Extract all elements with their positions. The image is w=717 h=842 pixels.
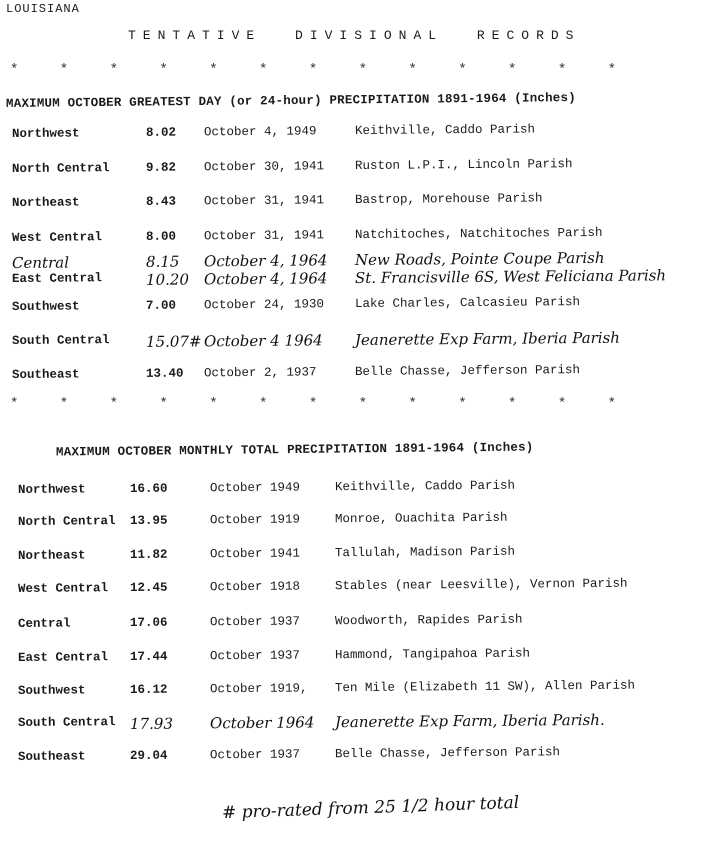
precip-value: 8.15	[145, 252, 180, 271]
section1-heading: MAXIMUM OCTOBER GREATEST DAY (or 24-hour) PRECIPITATION 1891-1964 (Inches)	[5, 91, 576, 111]
record-date: October 1937	[209, 648, 301, 664]
station-name: Woodworth, Rapides Parish	[334, 612, 523, 629]
record-date: October 24, 1930	[203, 297, 325, 313]
station-name: Keithville, Caddo Parish	[334, 478, 516, 495]
precip-value: 16.12	[129, 682, 168, 697]
handwritten-footnote: # pro-rated from 25 1/2 hour total	[221, 792, 520, 824]
station-name: New Roads, Pointe Coupe Parish	[354, 248, 605, 270]
title-word-2: DIVISIONAL	[295, 28, 444, 43]
division-name: Central	[17, 616, 71, 631]
record-date: October 4, 1964	[203, 269, 328, 289]
division-name: Northwest	[11, 126, 80, 142]
precip-value: 17.44	[129, 649, 168, 664]
record-date: October 1937	[209, 747, 301, 763]
table-row	[0, 477, 717, 503]
division-name: South Central	[11, 333, 110, 349]
table-row	[0, 509, 717, 535]
record-date: October 4, 1964	[203, 251, 328, 271]
precip-value: 10.20	[145, 270, 190, 289]
division-name: Central	[11, 253, 70, 273]
record-date: October 4 1964	[203, 331, 323, 351]
division-name: East Central	[17, 650, 109, 665]
precip-value: 9.82	[145, 160, 177, 175]
precip-value: 12.45	[129, 580, 168, 595]
section2-heading: MAXIMUM OCTOBER MONTHLY TOTAL PRECIPITATION 1891-1964 (Inches)	[55, 440, 534, 460]
title-word-3: RECORDS	[476, 28, 581, 43]
division-name: Northeast	[17, 548, 86, 563]
table-row	[0, 190, 717, 216]
precip-value: 13.95	[129, 513, 168, 528]
record-date: October 1964	[209, 713, 315, 733]
table-row	[0, 611, 717, 637]
table-row	[0, 645, 717, 671]
precip-value: 11.82	[129, 547, 168, 562]
record-date: October 1919	[209, 512, 301, 528]
table-row	[0, 710, 717, 736]
record-date: October 1918	[209, 579, 301, 595]
asterisk-divider-top: * * * * * * * * * * * * *	[10, 62, 617, 78]
station-name: Bastrop, Morehouse Parish	[354, 191, 543, 208]
division-name: Northeast	[11, 195, 80, 211]
division-name: Northwest	[17, 482, 86, 497]
table-row	[0, 576, 717, 602]
station-name: Lake Charles, Calcasieu Parish	[354, 295, 581, 312]
table-row	[0, 294, 717, 320]
station-name: Monroe, Ouachita Parish	[334, 510, 508, 527]
state-name: LOUISIANA	[6, 2, 80, 16]
precip-value: 8.00	[145, 229, 177, 244]
division-name: Southwest	[17, 683, 86, 698]
division-name: Southeast	[17, 749, 86, 764]
precip-value: 7.00	[145, 298, 177, 313]
document-title	[128, 28, 580, 43]
record-date: October 1919,	[209, 681, 308, 697]
record-date: October 1949	[209, 480, 301, 496]
division-name: West Central	[17, 581, 109, 596]
division-name: East Central	[11, 271, 103, 287]
table-row	[0, 328, 717, 354]
precip-value: 29.04	[129, 748, 168, 763]
table-row	[0, 543, 717, 569]
table-row	[0, 121, 717, 147]
record-date: October 31, 1941	[203, 228, 325, 244]
division-name: North Central	[11, 161, 110, 177]
division-name: North Central	[17, 514, 116, 529]
station-name: St. Francisville 6S, West Feliciana Parish	[354, 266, 667, 288]
station-name: Hammond, Tangipahoa Parish	[334, 646, 531, 663]
station-name: Belle Chasse, Jefferson Parish	[334, 745, 561, 762]
record-date: October 1937	[209, 614, 301, 630]
precip-value: 17.93	[129, 714, 174, 733]
precip-value: 16.60	[129, 481, 168, 496]
table-row	[0, 744, 717, 770]
division-name: Southeast	[11, 367, 80, 383]
station-name: Stables (near Leesville), Vernon Parish	[334, 576, 628, 594]
precip-value: 8.43	[145, 194, 177, 209]
record-date: October 1941	[209, 546, 301, 562]
station-name: Tallulah, Madison Parish	[334, 544, 516, 561]
record-date: October 31, 1941	[203, 193, 325, 209]
station-name: Natchitoches, Natchitoches Parish	[354, 225, 603, 243]
record-date: October 30, 1941	[203, 159, 325, 175]
precip-value: 8.02	[145, 125, 177, 140]
precip-value: 13.40	[145, 366, 184, 381]
table-row	[0, 362, 717, 388]
table-row	[0, 678, 717, 704]
record-date: October 2, 1937	[203, 365, 317, 381]
station-name: Jeanerette Exp Farm, Iberia Parish.	[334, 710, 605, 732]
table-row	[0, 156, 717, 182]
division-name: South Central	[17, 715, 116, 730]
record-date: October 4, 1949	[203, 124, 317, 140]
station-name: Belle Chasse, Jefferson Parish	[354, 363, 581, 380]
station-name: Ruston L.P.I., Lincoln Parish	[354, 157, 573, 174]
precip-value: 15.07#	[145, 332, 202, 351]
station-name: Ten Mile (Elizabeth 11 SW), Allen Parish	[334, 678, 636, 696]
precip-value: 17.06	[129, 615, 168, 630]
station-name: Keithville, Caddo Parish	[354, 122, 536, 139]
station-name: Jeanerette Exp Farm, Iberia Parish	[354, 328, 620, 350]
division-name: West Central	[11, 230, 103, 246]
title-word-1: TENTATIVE	[128, 28, 262, 43]
division-name: Southwest	[11, 299, 80, 315]
table-row	[0, 225, 717, 251]
asterisk-divider-middle: * * * * * * * * * * * * *	[10, 396, 617, 412]
